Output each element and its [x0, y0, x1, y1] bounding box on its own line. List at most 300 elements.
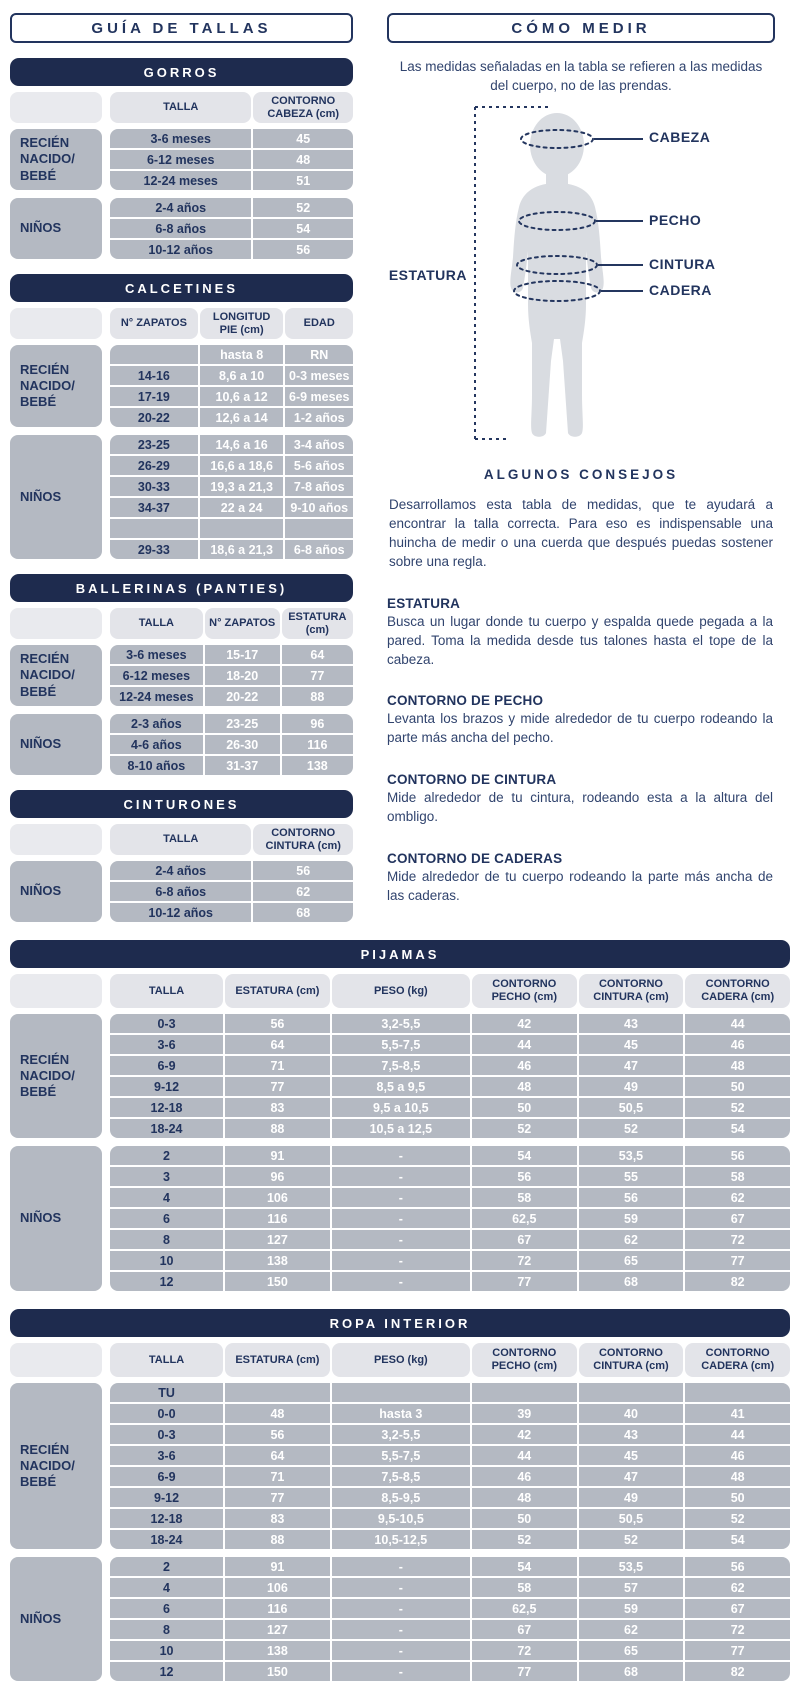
table-cell: 42 — [472, 1014, 577, 1033]
table-cell: 9-12 — [110, 1488, 223, 1507]
table-group — [10, 1383, 790, 1549]
table-cell: 56 — [579, 1188, 684, 1207]
table-cell: 9-10 años — [285, 498, 353, 517]
table-cell: 50,5 — [579, 1509, 684, 1528]
body-measurement-diagram — [387, 99, 775, 453]
table-cell: 12 — [110, 1662, 223, 1681]
group-label: NIÑOS — [10, 435, 102, 559]
table-cell: 52 — [472, 1530, 577, 1549]
table-cell: 127 — [225, 1230, 330, 1249]
table-cell: 4-6 años — [110, 735, 203, 754]
group-rows — [110, 1557, 790, 1681]
table-cell: 62,5 — [472, 1599, 577, 1618]
group-label: RECIÉN NACIDO/ BEBÉ — [10, 645, 102, 706]
column-header: TALLA — [110, 92, 251, 123]
table-cell: - — [332, 1578, 470, 1597]
group-rows — [110, 714, 353, 775]
column-header: CONTORNO CINTURA (cm) — [579, 1343, 684, 1377]
table-title-bar: CINTURONES — [10, 790, 353, 818]
cabeza-label: CABEZA — [649, 129, 711, 146]
table-cell: 1-2 años — [285, 408, 353, 427]
table-cell: 68 — [579, 1272, 684, 1291]
table-cell: 17-19 — [110, 387, 198, 406]
instruction-body: Levanta los brazos y mide alrededor de tu cuerpo rodeando la parte más ancha del pecho. — [387, 711, 773, 746]
table-cell: 3,2-5,5 — [332, 1014, 470, 1033]
table-cell: 46 — [685, 1446, 790, 1465]
instruction-body: Mide alrededor de tu cuerpo rodeando la parte más ancha de las caderas. — [387, 869, 773, 903]
table-cell: 88 — [225, 1119, 330, 1138]
table-cell — [685, 1383, 790, 1402]
header-spacer — [10, 1343, 102, 1377]
table-cell: 6-9 meses — [285, 387, 353, 406]
table-cell: 39 — [472, 1404, 577, 1423]
table-cell: 10,6 a 12 — [200, 387, 284, 406]
tips-intro-text: Desarrollamos esta tabla de medidas, que te ayudará a encontrar la talla correcta. Para eso es indispensable una huincha de medir o una cuerda que después puedas sostener sobre una regla. — [389, 497, 773, 569]
group-rows — [110, 645, 353, 706]
table-cell: 56 — [472, 1167, 577, 1186]
table-cell: 18-20 — [205, 666, 280, 685]
measure-instruction-section — [387, 772, 775, 827]
table-cell: 3-4 años — [285, 435, 353, 454]
column-header: TALLA — [110, 824, 251, 855]
table-cell: 77 — [472, 1272, 577, 1291]
table-cell: 54 — [472, 1146, 577, 1165]
header-cells — [110, 974, 790, 1008]
table-cell: 43 — [579, 1014, 684, 1033]
table-cell: 6-8 años — [285, 540, 353, 559]
group-label: NIÑOS — [10, 198, 102, 259]
table-cell: 9-12 — [110, 1077, 223, 1096]
table-cell: 64 — [225, 1446, 330, 1465]
table-cell: 0-0 — [110, 1404, 223, 1423]
table-cell: 5,5-7,5 — [332, 1446, 470, 1465]
table-cell: 88 — [225, 1530, 330, 1549]
group-label: NIÑOS — [10, 861, 102, 922]
table-cell: 91 — [225, 1146, 330, 1165]
table-header-row — [10, 308, 353, 339]
table-cell: 54 — [472, 1557, 577, 1576]
table-ropa-interior — [10, 1309, 790, 1681]
table-cell: 46 — [685, 1035, 790, 1054]
table-cell: 0-3 meses — [285, 366, 353, 385]
column-header: TALLA — [110, 974, 223, 1008]
table-cell: 41 — [685, 1404, 790, 1423]
table-cell: 42 — [472, 1425, 577, 1444]
table-cell: 6-12 meses — [110, 666, 203, 685]
table-cell: 64 — [225, 1035, 330, 1054]
table-cell: 51 — [253, 171, 353, 190]
table-cell: 48 — [685, 1056, 790, 1075]
table-cell: 72 — [685, 1620, 790, 1639]
header-cells — [110, 92, 353, 123]
table-cell: 56 — [225, 1425, 330, 1444]
header-spacer — [10, 974, 102, 1008]
table-group — [10, 1146, 790, 1291]
table-header-row — [10, 824, 353, 855]
instruction-body: Busca un lugar donde tu cuerpo y espalda quede pegada a la pared. Toma la medida desde tus talones hasta el tope de la cabeza. — [387, 613, 773, 667]
measure-instruction-section — [387, 851, 775, 906]
group-label: RECIÉN NACIDO/ BEBÉ — [10, 1383, 102, 1549]
table-cell — [110, 519, 198, 538]
table-cell: 54 — [685, 1530, 790, 1549]
group-rows — [110, 861, 353, 922]
table-cell: 14,6 a 16 — [200, 435, 284, 454]
table-cell: 44 — [685, 1014, 790, 1033]
table-cell: 53,5 — [579, 1146, 684, 1165]
instruction-body: Mide alrededor de tu cintura, rodeando esta a la altura del ombligo. — [387, 790, 773, 825]
table-cell: 16,6 a 18,6 — [200, 456, 284, 475]
table-cell: 58 — [472, 1188, 577, 1207]
group-rows — [110, 1146, 790, 1291]
table-cell: - — [332, 1662, 470, 1681]
table-title-bar: ROPA INTERIOR — [10, 1309, 790, 1337]
table-group — [10, 861, 353, 922]
table-ballerinas — [10, 574, 353, 775]
table-cell: - — [332, 1209, 470, 1228]
table-cell: 20-22 — [110, 408, 198, 427]
table-cell: 15-17 — [205, 645, 280, 664]
table-cell: 3-6 meses — [110, 129, 251, 148]
column-header: CONTORNO PECHO (cm) — [472, 1343, 577, 1377]
table-cell: 34-37 — [110, 498, 198, 517]
table-title-bar: PIJAMAS — [10, 940, 790, 968]
table-cell: 150 — [225, 1662, 330, 1681]
table-cell: 72 — [472, 1641, 577, 1660]
table-cell: 48 — [253, 150, 353, 169]
full-width-tables — [10, 940, 790, 1681]
table-cell: - — [332, 1146, 470, 1165]
table-cell: - — [332, 1188, 470, 1207]
table-cell: 6-9 — [110, 1467, 223, 1486]
table-cell: 62 — [579, 1620, 684, 1639]
group-rows — [110, 435, 353, 559]
table-header-row — [10, 1343, 790, 1377]
table-cell: 77 — [472, 1662, 577, 1681]
table-cell: 12-24 meses — [110, 171, 251, 190]
table-cell — [472, 1383, 577, 1402]
table-cell: 7,5-8,5 — [332, 1056, 470, 1075]
table-cell: 10,5-12,5 — [332, 1530, 470, 1549]
table-cell: 56 — [685, 1146, 790, 1165]
table-cell: TU — [110, 1383, 223, 1402]
table-cell: 48 — [472, 1488, 577, 1507]
table-cell: 12-24 meses — [110, 687, 203, 706]
table-cell: 72 — [685, 1230, 790, 1249]
table-cell: 40 — [579, 1404, 684, 1423]
table-cell: 18,6 a 21,3 — [200, 540, 284, 559]
table-cell: 57 — [579, 1578, 684, 1597]
column-header: N° ZAPATOS — [205, 608, 280, 639]
table-cell: 54 — [685, 1119, 790, 1138]
table-cell: 26-29 — [110, 456, 198, 475]
table-cell: 106 — [225, 1188, 330, 1207]
table-cell: 2 — [110, 1146, 223, 1165]
table-group — [10, 198, 353, 259]
column-header: CONTORNO PECHO (cm) — [472, 974, 577, 1008]
table-cell: 49 — [579, 1488, 684, 1507]
table-cell: 48 — [685, 1467, 790, 1486]
right-column — [387, 13, 775, 906]
column-header: CONTORNO CADERA (cm) — [685, 1343, 790, 1377]
column-header: CONTORNO CABEZA (cm) — [253, 92, 353, 123]
group-label: NIÑOS — [10, 714, 102, 775]
table-cell: 2-4 años — [110, 198, 251, 217]
instruction-heading: CONTORNO DE CADERAS — [387, 851, 563, 867]
table-cell: 12-18 — [110, 1098, 223, 1117]
table-cell: 65 — [579, 1251, 684, 1270]
table-cell: - — [332, 1272, 470, 1291]
table-cinturones — [10, 790, 353, 922]
group-label: RECIÉN NACIDO/ BEBÉ — [10, 1014, 102, 1138]
table-cell: 59 — [579, 1599, 684, 1618]
table-cell: 8 — [110, 1620, 223, 1639]
table-cell: hasta 3 — [332, 1404, 470, 1423]
table-cell: 6-8 años — [110, 219, 251, 238]
table-cell: 10-12 años — [110, 240, 251, 259]
table-header-row — [10, 974, 790, 1008]
table-cell — [110, 345, 198, 364]
table-cell: 52 — [253, 198, 353, 217]
group-label: RECIÉN NACIDO/ BEBÉ — [10, 129, 102, 190]
column-header: CONTORNO CADERA (cm) — [685, 974, 790, 1008]
group-label: RECIÉN NACIDO/ BEBÉ — [10, 345, 102, 427]
table-cell: 18-24 — [110, 1530, 223, 1549]
table-cell: 10,5 a 12,5 — [332, 1119, 470, 1138]
table-cell: 77 — [225, 1488, 330, 1507]
table-cell: 8,6 a 10 — [200, 366, 284, 385]
table-cell: 9,5-10,5 — [332, 1509, 470, 1528]
table-cell: - — [332, 1620, 470, 1639]
table-cell: 91 — [225, 1557, 330, 1576]
table-cell: 46 — [472, 1467, 577, 1486]
column-header: PESO (kg) — [332, 1343, 470, 1377]
table-cell: 31-37 — [205, 756, 280, 775]
table-cell: 83 — [225, 1098, 330, 1117]
table-cell: 12 — [110, 1272, 223, 1291]
measure-intro-text: Las medidas señaladas en la tabla se refieren a las medidas del cuerpo, no de las prendas. — [399, 59, 763, 93]
table-header-row — [10, 92, 353, 123]
table-cell: 2 — [110, 1557, 223, 1576]
table-group — [10, 129, 353, 190]
header-cells — [110, 1343, 790, 1377]
table-cell: 59 — [579, 1209, 684, 1228]
table-cell: - — [332, 1167, 470, 1186]
table-cell: 52 — [685, 1509, 790, 1528]
column-header: N° ZAPATOS — [110, 308, 198, 339]
table-cell: 58 — [685, 1167, 790, 1186]
table-cell: 52 — [579, 1119, 684, 1138]
table-cell — [332, 1383, 470, 1402]
table-cell: 45 — [579, 1035, 684, 1054]
table-cell: 44 — [472, 1446, 577, 1465]
table-cell: 67 — [472, 1620, 577, 1639]
table-cell: 43 — [579, 1425, 684, 1444]
table-cell: - — [332, 1599, 470, 1618]
table-cell: 46 — [472, 1056, 577, 1075]
table-cell: 0-3 — [110, 1425, 223, 1444]
table-cell: 3 — [110, 1167, 223, 1186]
table-cell: 7,5-8,5 — [332, 1467, 470, 1486]
table-cell: 150 — [225, 1272, 330, 1291]
table-cell: 62,5 — [472, 1209, 577, 1228]
group-rows — [110, 1383, 790, 1549]
table-cell: 52 — [685, 1098, 790, 1117]
table-cell: 56 — [253, 240, 353, 259]
table-cell: 71 — [225, 1467, 330, 1486]
table-cell: 10 — [110, 1641, 223, 1660]
table-cell: 4 — [110, 1188, 223, 1207]
table-cell: 64 — [282, 645, 353, 664]
table-cell: 68 — [579, 1662, 684, 1681]
table-cell: 48 — [472, 1077, 577, 1096]
instruction-heading: ESTATURA — [387, 595, 461, 611]
table-calcetines — [10, 274, 353, 559]
table-cell: 62 — [579, 1230, 684, 1249]
table-cell: 138 — [225, 1641, 330, 1660]
table-cell: 82 — [685, 1662, 790, 1681]
table-cell: 3-6 — [110, 1446, 223, 1465]
table-cell: 50 — [472, 1509, 577, 1528]
table-cell — [200, 519, 284, 538]
table-cell — [579, 1383, 684, 1402]
group-rows — [110, 129, 353, 190]
table-cell: 106 — [225, 1578, 330, 1597]
table-cell: 44 — [685, 1425, 790, 1444]
table-cell: 71 — [225, 1056, 330, 1075]
table-cell: 52 — [472, 1119, 577, 1138]
table-cell: 6 — [110, 1599, 223, 1618]
table-cell: 45 — [253, 129, 353, 148]
table-cell: 88 — [282, 687, 353, 706]
table-cell: 56 — [685, 1557, 790, 1576]
table-cell: RN — [285, 345, 353, 364]
left-column — [10, 13, 353, 922]
column-header: TALLA — [110, 1343, 223, 1377]
table-cell: 58 — [472, 1578, 577, 1597]
table-cell: 96 — [225, 1167, 330, 1186]
table-cell: 12,6 a 14 — [200, 408, 284, 427]
measure-instruction-section — [387, 693, 775, 748]
table-cell: 5,5-7,5 — [332, 1035, 470, 1054]
table-group — [10, 435, 353, 559]
table-cell: 52 — [579, 1530, 684, 1549]
table-cell: hasta 8 — [200, 345, 284, 364]
table-cell: 47 — [579, 1056, 684, 1075]
table-cell: 14-16 — [110, 366, 198, 385]
table-cell: 49 — [579, 1077, 684, 1096]
table-cell: 138 — [225, 1251, 330, 1270]
table-title-bar: GORROS — [10, 58, 353, 86]
table-cell: 6-9 — [110, 1056, 223, 1075]
cadera-label: CADERA — [649, 282, 712, 299]
table-header-row — [10, 608, 353, 639]
table-cell: 116 — [225, 1599, 330, 1618]
table-cell: 47 — [579, 1467, 684, 1486]
table-cell: 77 — [685, 1641, 790, 1660]
page-title: GUÍA DE TALLAS — [10, 13, 353, 43]
table-cell: 50 — [685, 1488, 790, 1507]
table-cell: 23-25 — [205, 714, 280, 733]
table-cell: 82 — [685, 1272, 790, 1291]
table-cell: 26-30 — [205, 735, 280, 754]
table-cell: 0-3 — [110, 1014, 223, 1033]
table-cell: 3-6 meses — [110, 645, 203, 664]
group-rows — [110, 198, 353, 259]
table-cell — [285, 519, 353, 538]
table-cell: 62 — [685, 1578, 790, 1597]
table-cell: - — [332, 1230, 470, 1249]
tips-title: ALGUNOS CONSEJOS — [483, 467, 679, 483]
how-to-measure-title: CÓMO MEDIR — [387, 13, 775, 43]
header-cells — [110, 608, 353, 639]
table-cell: 3-6 — [110, 1035, 223, 1054]
table-gorros — [10, 58, 353, 259]
table-cell: 127 — [225, 1620, 330, 1639]
table-cell: 65 — [579, 1641, 684, 1660]
table-cell: 5-6 años — [285, 456, 353, 475]
table-cell: 29-33 — [110, 540, 198, 559]
column-header: EDAD — [285, 308, 353, 339]
table-cell: 8,5 a 9,5 — [332, 1077, 470, 1096]
table-cell: 18-24 — [110, 1119, 223, 1138]
table-cell: 19,3 a 21,3 — [200, 477, 284, 496]
column-header: CONTORNO CINTURA (cm) — [579, 974, 684, 1008]
instruction-heading: CONTORNO DE PECHO — [387, 693, 544, 709]
table-pijamas — [10, 940, 790, 1291]
table-group — [10, 1014, 790, 1138]
table-cell: 3,2-5,5 — [332, 1425, 470, 1444]
table-cell: 54 — [253, 219, 353, 238]
table-cell: 138 — [282, 756, 353, 775]
table-cell: 96 — [282, 714, 353, 733]
table-cell: 6-12 meses — [110, 150, 251, 169]
header-spacer — [10, 608, 102, 639]
column-header: CONTORNO CINTURA (cm) — [253, 824, 353, 855]
table-cell: 62 — [685, 1188, 790, 1207]
header-cells — [110, 824, 353, 855]
table-cell: 20-22 — [205, 687, 280, 706]
table-cell: 10 — [110, 1251, 223, 1270]
table-cell: 116 — [225, 1209, 330, 1228]
table-cell: 56 — [253, 861, 353, 880]
table-cell: 50,5 — [579, 1098, 684, 1117]
table-cell: 30-33 — [110, 477, 198, 496]
table-cell: 53,5 — [579, 1557, 684, 1576]
instruction-heading: CONTORNO DE CINTURA — [387, 772, 557, 788]
table-title-bar: CALCETINES — [10, 274, 353, 302]
column-header: ESTATURA (cm) — [225, 1343, 330, 1377]
header-spacer — [10, 824, 102, 855]
table-cell: 7-8 años — [285, 477, 353, 496]
header-spacer — [10, 308, 102, 339]
table-cell: 23-25 — [110, 435, 198, 454]
table-cell: 50 — [472, 1098, 577, 1117]
column-header: LONGITUD PIE (cm) — [200, 308, 284, 339]
table-cell: 56 — [225, 1014, 330, 1033]
table-cell: 77 — [225, 1077, 330, 1096]
table-cell: 8,5-9,5 — [332, 1488, 470, 1507]
table-cell: - — [332, 1557, 470, 1576]
measure-instruction-section — [387, 596, 775, 670]
table-cell: - — [332, 1251, 470, 1270]
group-label: NIÑOS — [10, 1146, 102, 1291]
table-cell: 22 a 24 — [200, 498, 284, 517]
table-cell: 68 — [253, 903, 353, 922]
table-group — [10, 714, 353, 775]
table-cell: 4 — [110, 1578, 223, 1597]
table-cell — [225, 1383, 330, 1402]
column-header: ESTATURA (cm) — [225, 974, 330, 1008]
